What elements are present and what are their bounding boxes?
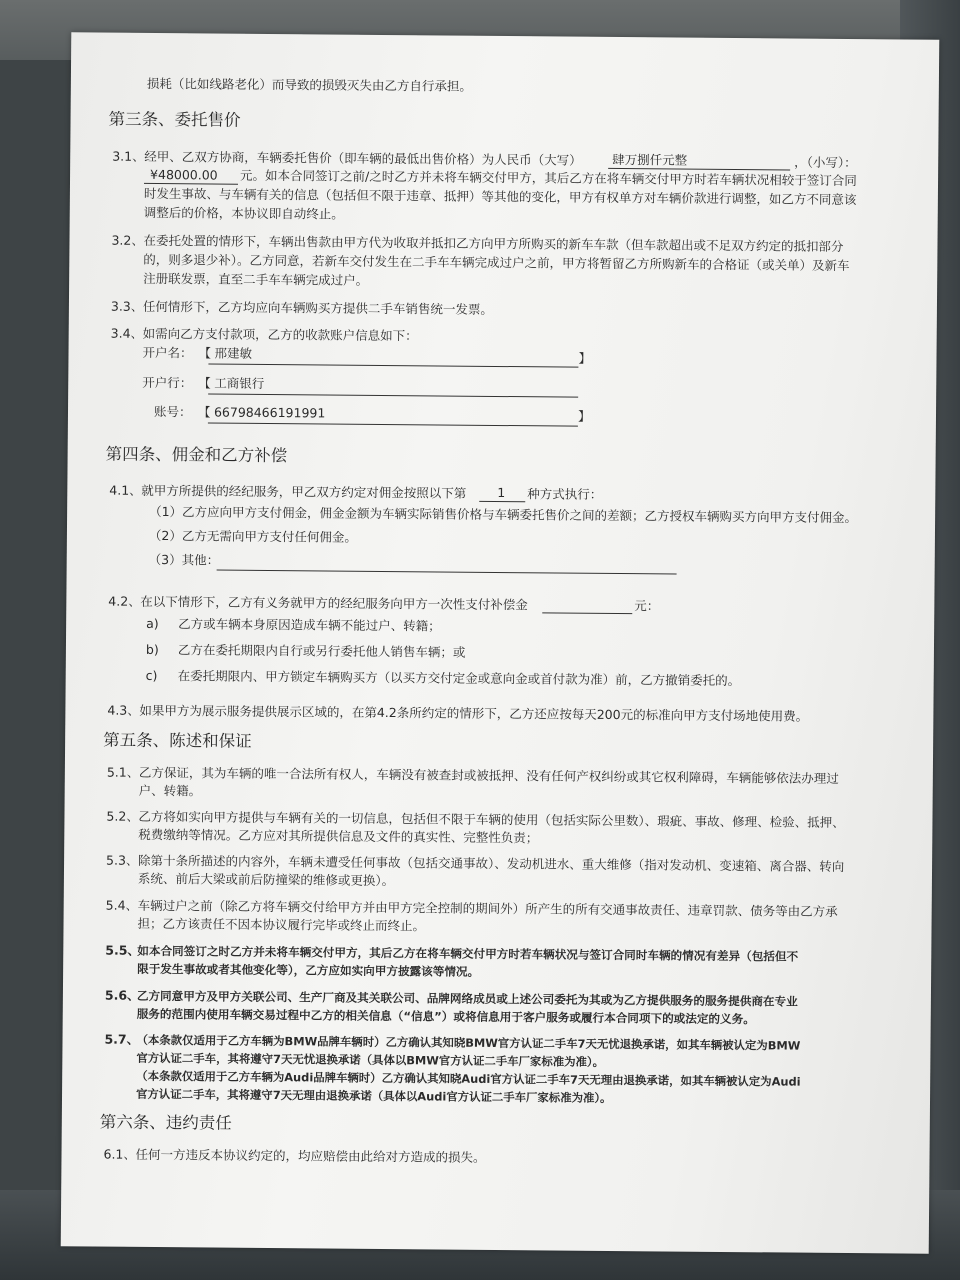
commission-method-value: 1 (497, 484, 506, 501)
account-name-underline (208, 363, 578, 367)
clause-6-1-line-1: 任何一方违反本协议约定的，均应赔偿由此给对方造成的损失。 (135, 1146, 486, 1165)
section-6-title: 第六条、违约责任 (99, 1112, 232, 1133)
price-number-underline (144, 183, 238, 185)
clause-5-3-number: 5.3、 (106, 852, 139, 868)
section-4-title: 第四条、佣金和乙方补偿 (105, 444, 288, 466)
clause-5-2-line-1: 乙方将如实向甲方提供与车辆有关的一切信息，包括但不限于车辆的使用（包括实际公里数）、瑕疵、事故、修理、检验、抵押、 (138, 808, 845, 831)
continuation-line: 损耗（比如线路老化）而导致的损毁灭失由乙方自行承担。 (146, 75, 472, 94)
clause-5-7-line-3: （本条款仅适用于乙方车辆为Audi品牌车辆时）乙方确认其知晓Audi官方认证二手车7天无理由退换承诺，如其车辆被认定为Audi (136, 1068, 801, 1089)
clause-5-5-line-2: 限于发生事故或者其他变化等），乙方应如实向甲方披露该等情况。 (137, 961, 480, 979)
section-5-title: 第五条、陈述和保证 (103, 730, 252, 751)
clause-5-5-number: 5.5、 (105, 942, 141, 958)
bank-bracket-open: 【 (198, 375, 211, 391)
clause-5-1-line-2: 户、转籍。 (138, 782, 202, 799)
account-name-bracket-open: 【 (198, 345, 212, 361)
account-name-label: 开户名： (142, 344, 193, 361)
clause-5-6-line-2: 服务的范围内使用车辆交易过程中乙方的相关信息（“信息”）或将信息用于客户服务或履行本合同项下的或法定的义务。 (136, 1006, 755, 1027)
bank-underline (208, 393, 578, 397)
clause-5-5-line-1: 如本合同签订之时乙方并未将车辆交付甲方，其后乙方在将车辆交付甲方时若车辆状况与签订合同时车辆的情况有差异（包括但不 (137, 943, 799, 964)
clause-3-4-number: 3.4、 (110, 325, 144, 341)
clause-4-2-line-1b: 元： (634, 598, 660, 614)
clause-4-1-line-1b: 种方式执行： (527, 486, 603, 502)
clause-5-3-line-2: 系统、前后大梁或前后防撞梁的维修或更换）。 (137, 870, 395, 889)
account-number-underline (208, 422, 578, 426)
contract-page (61, 32, 940, 1254)
bank-label: 开户行： (142, 374, 193, 391)
clause-5-6-line-1: 乙方同意甲方及甲方关联公司、生产厂商及其关联公司、品牌网络成员或上述公司委托为其或为乙方提供服务的服务提供商在专业 (136, 988, 798, 1009)
clause-3-1-line-1b: ，（小写）： (794, 154, 857, 171)
clause-5-7-line-1: （本条款仅适用于乙方车辆为BMW品牌车辆时）乙方确认其知晓BMW官方认证二手车7天无忧退换承诺，如其车辆被认定为BMW (136, 1032, 801, 1053)
clause-4-2-a-label: a) (146, 615, 159, 632)
clause-4-2-number: 4.2、 (108, 593, 141, 609)
clause-5-7-number: 5.7、 (104, 1031, 140, 1047)
clause-5-4-line-1: 车辆过户之前（除乙方将车辆交付给甲方并由甲方完全控制的期间外）所产生的所有交通事故责任、违章罚款、债务等由乙方承 (137, 897, 838, 919)
clause-4-2-line-1a: 在以下情形下，乙方有义务就甲方的经纪服务向甲方一次性支付补偿金 (140, 593, 528, 613)
compensation-amount-underline (542, 612, 632, 614)
commission-option-2: （2）乙方无需向甲方支付任何佣金。 (148, 527, 357, 545)
price-number-value: ¥48000.00 (150, 166, 218, 183)
clause-3-2-line-2: 的，则多退少补）。乙方同意，若新车交付发生在二手车车辆完成过户之前，甲方将暂留乙方所购新车的合格证（或关单）及新车 (143, 251, 850, 274)
bank-value: 工商银行 (214, 375, 265, 391)
account-name-value: 邢建敏 (214, 345, 253, 361)
account-number-bracket-open: 【 (197, 404, 211, 420)
clause-5-7-line-4: 官方认证二手车，其将遵守7天无理由退换承诺（具体以Audi官方认证二手车厂家标准为准）。 (135, 1086, 612, 1105)
price-words-underline (608, 168, 790, 171)
commission-method-underline (479, 501, 525, 502)
section-3-title: 第三条、委托售价 (108, 109, 241, 130)
commission-option-3: （3）其他： (148, 551, 220, 568)
clause-4-2-c-text: 在委托期限内、甲方锁定车辆购买方（以买方交付定金或意向金或首付款为准）前，乙方撤销委托的。 (177, 668, 741, 689)
account-number-value: 66798466191991 (213, 404, 326, 421)
price-words-value: 肆万捌仟元整 (612, 151, 688, 168)
commission-option-1: （1）乙方应向甲方支付佣金，佣金金额为车辆实际销售价格与车辆委托售价之间的差额；乙方授权车辆购买方向甲方支付佣金。 (149, 503, 858, 526)
clause-5-2-number: 5.2、 (106, 808, 139, 824)
clause-4-3-number: 4.3、 (107, 702, 140, 718)
clause-4-2-a-text: 乙方或车辆本身原因造成车辆不能过户、转籍； (178, 616, 441, 634)
account-number-label: 账号： (153, 403, 192, 420)
clause-5-7-line-2: 官方认证二手车，其将遵守7天无忧退换承诺（具体以BMW官方认证二手车厂家标准为准）。 (136, 1050, 605, 1069)
clause-5-3-line-1: 除第十条所描述的内容外，车辆未遭受任何事故（包括交通事故）、发动机进水、重大维修（指对发动机、变速箱、离合器、转向 (138, 852, 845, 875)
clause-3-1-line-4: 调整后的价格，本协议即自动终止。 (143, 204, 344, 222)
clause-4-2-c-label: c) (145, 667, 158, 684)
clause-5-4-line-2: 担；乙方该责任不因本协议履行完毕或终止而终止。 (137, 915, 426, 934)
clause-5-1-line-1: 乙方保证，其为车辆的唯一合法所有权人，车辆没有被查封或被抵押、没有任何产权纠纷或其它权利障碍，车辆能够依法办理过 (138, 764, 839, 786)
account-number-bracket-close: 】 (577, 408, 591, 424)
clause-4-2-b-label: b) (145, 641, 159, 658)
clause-5-4-number: 5.4、 (105, 897, 139, 913)
clause-4-1-line-1a: 就甲方所提供的经纪服务，甲乙双方约定对佣金按照以下第 (141, 482, 467, 501)
clause-4-3-line-1: 如果甲方为展示服务提供展示区域的，在第4.2条所约定的情形下，乙方还应按每天200元的标准向甲方支付场地使用费。 (139, 702, 809, 724)
commission-other-underline (217, 570, 677, 575)
clause-5-2-line-2: 税费缴纳等情况。乙方应对其所提供信息及文件的真实性、完整性负责； (138, 826, 539, 846)
clause-5-1-number: 5.1、 (106, 764, 140, 780)
clause-5-6-number: 5.6、 (104, 987, 140, 1003)
account-name-bracket-close: 】 (578, 350, 592, 366)
clause-3-1-number: 3.1、 (112, 148, 145, 164)
clause-3-2-line-1: 在委托处置的情形下，车辆出售款由甲方代为收取并抵扣乙方向甲方所购买的新车车款（但车款超出或不足双方约定的抵扣部分 (143, 232, 844, 254)
clause-6-1-number: 6.1、 (103, 1146, 136, 1162)
clause-3-1-line-3: 时发生事故、与车辆有关的信息（包括但不限于违章、抵押）等其他的变化，甲方有权单方对车辆价款进行调整，如乙方不同意该 (143, 185, 857, 208)
clause-3-4-line-1: 如需向乙方支付款项，乙方的收款账户信息如下： (142, 325, 418, 344)
clause-3-1-line-1a: 经甲、乙双方协商，车辆委托售价（即车辆的最低出售价格）为人民币（大写） (144, 148, 582, 168)
clause-3-3-line-1: 任何情形下，乙方均应向车辆购买方提供二手车销售统一发票。 (142, 298, 493, 317)
clause-3-3-number: 3.3、 (110, 298, 144, 314)
clause-3-1-line-2: 元。如本合同签订之前/之时乙方并未将车辆交付甲方，其后乙方在将车辆交付甲方时若车辆状况相较于签订合同 (240, 167, 857, 189)
clause-3-2-number: 3.2、 (111, 232, 144, 248)
clause-4-1-number: 4.1、 (109, 482, 142, 498)
clause-3-2-line-3: 注册联发票，直至二手车车辆完成过户。 (143, 270, 369, 288)
clause-4-2-b-text: 乙方在委托期限内自行或另行委托他人销售车辆；或 (177, 642, 466, 660)
